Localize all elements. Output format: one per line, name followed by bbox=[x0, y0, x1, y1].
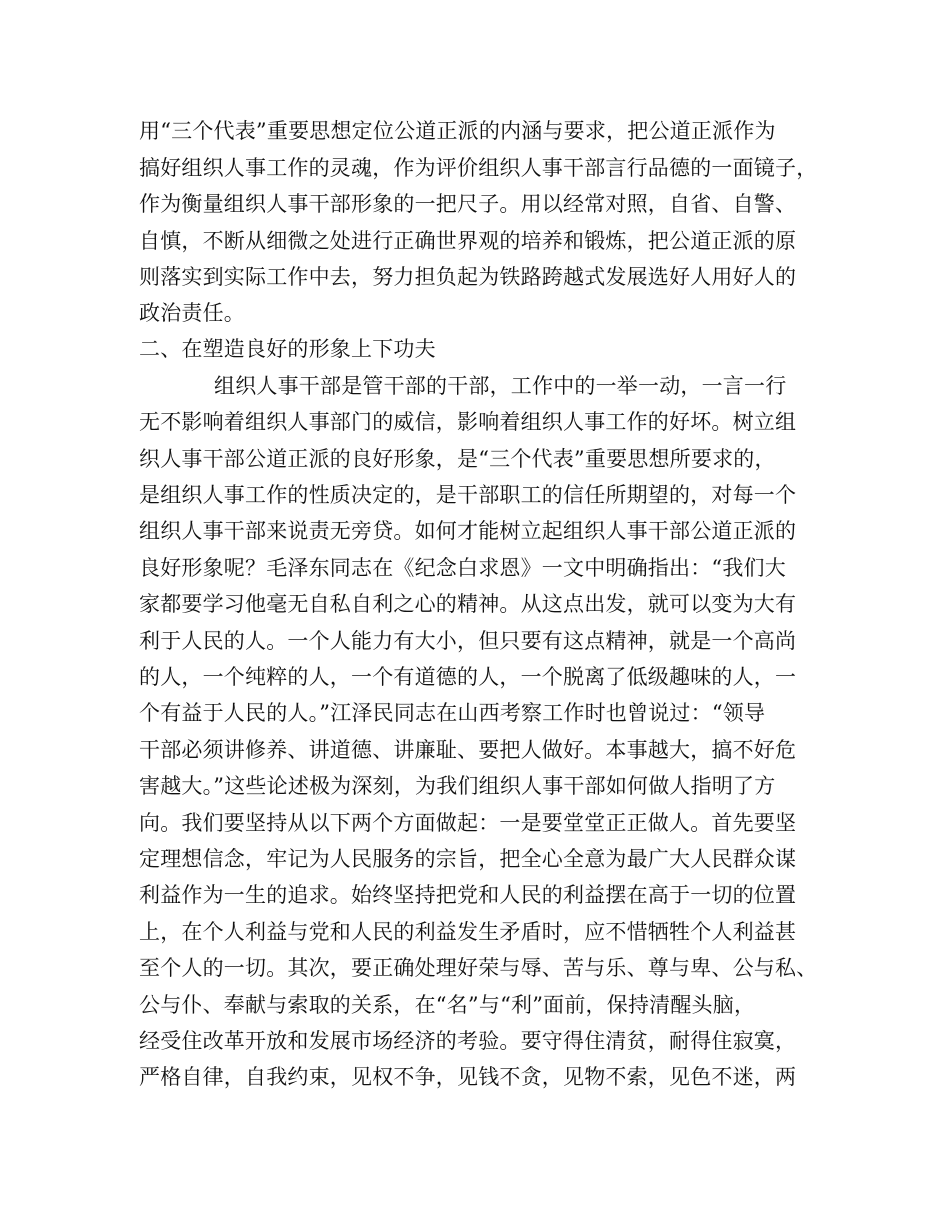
text-line: 向。我们要坚持从以下两个方面做起：一是要堂堂正正做人。首先要坚 bbox=[139, 811, 797, 835]
text-line: 严格自律，自我约束，见权不争，见钱不贪，见物不索，见色不迷，两 bbox=[139, 1065, 797, 1089]
text-line: 害越大。”这些论述极为深刻，为我们组织人事干部如何做人指明了方 bbox=[139, 774, 776, 798]
text-line: 无不影响着组织人事部门的威信，影响着组织人事工作的好坏。树立组 bbox=[139, 410, 797, 434]
text-line: 至个人的一切。其次，要正确处理好荣与辱、苦与乐、尊与卑、公与私、 bbox=[139, 956, 818, 980]
text-line: 个有益于人民的人。”江泽民同志在山西考察工作时也曾说过：“领导 bbox=[139, 701, 766, 725]
text-line: 则落实到实际工作中去，努力担负起为铁路跨越式发展选好人用好人的 bbox=[139, 265, 797, 289]
text-line: 良好形象呢？毛泽东同志在《纪念白求恩》一文中明确指出：“我们大 bbox=[139, 556, 786, 580]
text-line: 搞好组织人事工作的灵魂，作为评价组织人事干部言行品德的一面镜子， bbox=[139, 156, 818, 180]
text-line: 干部必须讲修养、讲道德、讲廉耻、要把人做好。本事越大，搞不好危 bbox=[139, 738, 797, 762]
text-line: 家都要学习他毫无自私自利之心的精神。从这点出发，就可以变为大有 bbox=[139, 592, 797, 616]
section-heading: 二、在塑造良好的形象上下功夫 bbox=[139, 337, 436, 361]
text-line: 组织人事干部来说责无旁贷。如何才能树立起组织人事干部公道正派的 bbox=[139, 519, 797, 543]
text-line: 织人事干部公道正派的良好形象，是“三个代表”重要思想所要求的， bbox=[139, 447, 776, 471]
text-line: 定理想信念，牢记为人民服务的宗旨，把全心全意为最广大人民群众谋 bbox=[139, 847, 797, 871]
text-line: 是组织人事工作的性质决定的，是干部职工的信任所期望的，对每一个 bbox=[139, 483, 797, 507]
text-line: 的人，一个纯粹的人，一个有道德的人，一个脱离了低级趣味的人，一 bbox=[139, 665, 797, 689]
paragraph-first-line: 组织人事干部是管干部的干部，工作中的一举一动，一言一行 bbox=[214, 374, 787, 398]
text-line: 用“三个代表”重要思想定位公道正派的内涵与要求，把公道正派作为 bbox=[139, 119, 776, 143]
text-line: 作为衡量组织人事干部形象的一把尺子。用以经常对照，自省、自警、 bbox=[139, 192, 797, 216]
text-line: 利益作为一生的追求。始终坚持把党和人民的利益摆在高于一切的位置 bbox=[139, 883, 797, 907]
text-line: 公与仆、奉献与索取的关系，在“名”与“利”面前，保持清醒头脑， bbox=[139, 993, 756, 1017]
text-line: 政治责任。 bbox=[139, 301, 245, 325]
text-line: 经受住改革开放和发展市场经济的考验。要守得住清贫，耐得住寂寞， bbox=[139, 1029, 797, 1053]
text-line: 利于人民的人。一个人能力有大小，但只要有这点精神，就是一个高尚 bbox=[139, 629, 797, 653]
text-line: 上，在个人利益与党和人民的利益发生矛盾时，应不惜牺牲个人利益甚 bbox=[139, 920, 797, 944]
text-line: 自慎，不断从细微之处进行正确世界观的培养和锻炼，把公道正派的原 bbox=[139, 229, 797, 253]
